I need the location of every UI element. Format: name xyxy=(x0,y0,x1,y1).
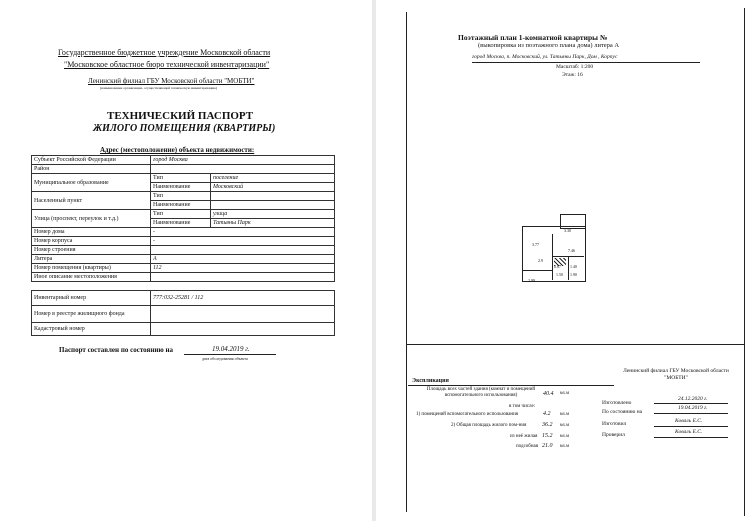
dimension-label: 3.77 xyxy=(532,242,539,247)
house-label: Номер дома xyxy=(32,228,151,237)
table-row xyxy=(32,228,335,237)
plan-floor: Этаж: 16 xyxy=(562,72,583,78)
doc-subtitle: ЖИЛОГО ПОМЕЩЕНИЯ (КВАРТИРЫ) xyxy=(93,123,276,134)
name-label: Наименование xyxy=(151,201,211,210)
signature-line xyxy=(654,426,728,427)
balcony-outline xyxy=(560,214,586,229)
house-value: - xyxy=(151,228,335,237)
in-that-number: в том числе: xyxy=(509,404,536,409)
unit-label: кв.м xyxy=(560,412,569,417)
dimension-label: 0.87 xyxy=(554,264,561,269)
state-date: 19.04.2019 г. xyxy=(678,405,708,411)
type-label: Тип xyxy=(151,174,211,183)
table-row xyxy=(32,323,335,336)
explication-title: Экспликация xyxy=(412,378,449,384)
signature-line xyxy=(654,403,728,404)
address-table xyxy=(31,155,335,282)
registry-label: Номер в реестре жилищного фонда xyxy=(32,306,151,323)
total-living-label: 2) Общая площадь жилого пом-ния xyxy=(451,423,527,428)
dimension-label: 3.30 xyxy=(564,228,571,233)
building-value: - xyxy=(151,237,335,246)
street-name: Татьяны Парк xyxy=(211,219,335,228)
total-area-value: 40.4 xyxy=(543,391,554,397)
date-note: дата обследования объекта xyxy=(202,356,248,361)
name-label: Наименование xyxy=(151,219,211,228)
table-row xyxy=(32,165,335,174)
aux-label: 1) помещений вспомогательного использования xyxy=(416,412,519,417)
flat-label: Номер помещения (квартиры) xyxy=(32,264,151,273)
table-row xyxy=(32,174,335,183)
dimension-label: 7.46 xyxy=(568,248,575,253)
table-row xyxy=(32,237,335,246)
district-label: Район xyxy=(32,165,151,174)
table-row xyxy=(32,306,335,323)
maker-name: Коваль Е.С. xyxy=(675,418,703,424)
living-label: из неё жилая xyxy=(510,434,538,439)
plan-title: Поэтажный план 1-комнатной квартиры № xyxy=(458,33,608,42)
unit-label: кв.м xyxy=(560,391,569,396)
inner-wall xyxy=(522,270,552,271)
branch-note: (наименование организации, осуществляющей техническую инвентаризацию) xyxy=(100,86,218,90)
total-area-label: Площадь всех частей здания (комнат и помещений вспомогательного использования) xyxy=(426,387,536,398)
liter-label: Литера xyxy=(32,255,151,264)
explication-underline xyxy=(408,385,614,386)
type-label: Тип xyxy=(151,210,211,219)
subject-value: город Москва xyxy=(151,156,335,165)
table-row xyxy=(32,246,335,255)
table-row xyxy=(32,192,335,201)
right-border xyxy=(744,8,745,516)
aux-value: 4.2 xyxy=(543,411,551,417)
inventory-table xyxy=(31,290,335,336)
settlement-label: Населенный пункт xyxy=(32,192,151,210)
liter-value: А xyxy=(151,255,335,264)
structure-label: Номер строения xyxy=(32,246,151,255)
org-line2: "Московское областное бюро технической инвентаризации" xyxy=(64,60,270,69)
table-row xyxy=(32,156,335,165)
flat-value: 112 xyxy=(151,264,335,273)
dimension-label: 2.9 xyxy=(538,258,543,263)
inner-wall xyxy=(568,256,569,280)
floor-plan-page xyxy=(376,0,750,521)
address-heading: Адрес (местоположение) объекта недвижимости: xyxy=(100,146,255,154)
maker-label: Изготовил xyxy=(602,421,627,427)
signature-line xyxy=(654,413,728,414)
checker-name: Коваль Е.С. xyxy=(675,429,703,435)
table-row xyxy=(32,255,335,264)
doc-title: ТЕХНИЧЕСКИЙ ПАСПОРТ xyxy=(107,110,254,122)
inventory-label: Инвентарный номер xyxy=(32,291,151,306)
unit-label: кв.м xyxy=(560,423,569,428)
municipality-label: Муниципальное образование xyxy=(32,174,151,192)
compiled-date: 19.04.2019 г. xyxy=(212,345,250,353)
margin-line xyxy=(406,12,407,512)
municipality-name: Московский xyxy=(211,183,335,192)
compiled-label: Паспорт составлен по состоянию на xyxy=(59,346,174,354)
other-label: Иное описание местоположения xyxy=(32,273,151,282)
date-underline xyxy=(184,354,276,355)
checker-label: Проверил xyxy=(602,432,625,438)
dimension-label: 1.90 xyxy=(570,272,577,277)
org-line1: Государственное бюджетное учреждение Московской области xyxy=(58,48,271,57)
utility-label: подсобная xyxy=(516,444,539,449)
issued-date: 24.12.2020 г. xyxy=(678,396,708,402)
table-row xyxy=(32,291,335,306)
issued-label: Изготовлено xyxy=(602,400,632,406)
section-divider xyxy=(406,344,744,345)
street-type: улица xyxy=(211,210,335,219)
dimension-label: 2.99 xyxy=(528,278,535,283)
street-label: Улица (проспект, переулок и т.д.) xyxy=(32,210,151,228)
branch-name: Ленинский филиал ГБУ Московской области "МОБТИ" xyxy=(88,77,255,85)
table-row xyxy=(32,273,335,282)
state-label: По состоянию на xyxy=(602,409,643,415)
municipality-type: поселение xyxy=(211,174,335,183)
dimension-label: 1.40 xyxy=(570,264,577,269)
plan-subtitle: (выкопировка из поэтажного плана дома) литера А xyxy=(478,42,620,49)
dimension-label: 1.50 xyxy=(556,272,563,277)
unit-label: кв.м xyxy=(560,444,569,449)
inventory-value: 777:032-25281 / 112 xyxy=(151,291,335,306)
org-name: Ленинский филиал ГБУ Московской области "МОБТИ" xyxy=(623,368,729,381)
subject-label: Субъект Российской Федерации xyxy=(32,156,151,165)
plan-address: город Москва, п. Московский, ул. Татьяны Парк, Дом , Корпус xyxy=(472,54,618,60)
plan-scale: Масштаб: 1:200 xyxy=(556,64,594,70)
passport-page xyxy=(0,0,372,521)
building-label: Номер корпуса xyxy=(32,237,151,246)
utility-value: 21.0 xyxy=(542,443,553,449)
total-living-value: 36.2 xyxy=(542,422,553,428)
signature-line xyxy=(654,437,728,438)
living-value: 15.2 xyxy=(542,433,553,439)
apartment-plan xyxy=(516,212,596,292)
table-row xyxy=(32,210,335,219)
type-label: Тип xyxy=(151,192,211,201)
cadastral-label: Кадастровый номер xyxy=(32,323,151,336)
name-label: Наименование xyxy=(151,183,211,192)
address-underline xyxy=(472,62,700,63)
inner-wall xyxy=(552,234,553,280)
unit-label: кв.м xyxy=(560,434,569,439)
table-row xyxy=(32,264,335,273)
